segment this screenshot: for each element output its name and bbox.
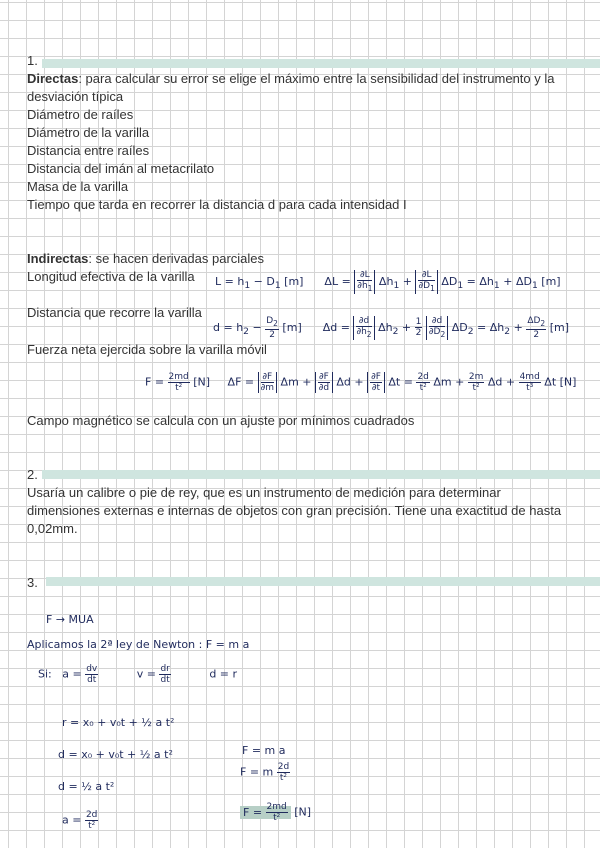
distance-equation: d = x₀ + v₀t + ½ a t² [58,748,173,761]
si-definitions: Si: a = $\frac{dv}{dt}$ v = $\frac{dr}{dt}$ d = r [38,664,238,685]
force-unit: [N] [294,805,312,819]
section-3-number: 3. [27,575,38,590]
section-1-highlight-bar [42,59,600,68]
si-label: Si: [38,667,52,681]
position-equation: r = x₀ + v₀t + ½ a t² [62,716,175,729]
campo-label: Campo magnético se calcula con un ajuste por mínimos cuadrados [27,413,415,428]
directas-item: Masa de la varilla [27,179,129,194]
directas-item: Distancia entre raíles [27,143,150,158]
directas-item: Tiempo que tarda en recorrer la distancia d para cada intensidad I [27,197,407,212]
directas-text: : para calcular su error se elige el máximo entre la sensibilidad del instrumento y la desviación típica [27,71,555,104]
f-mua-note: F → MUA [46,613,94,626]
section-2-text: Usaría un calibre o pie de rey, que es un instrumento de medición para determinar dimensiones externas e internas de objetos con gran precisión. Tiene una exactitud de hasta 0,02mm. [27,485,562,536]
indirectas-label: Indirectas [27,251,89,266]
directas-paragraph [27,70,572,106]
indirectas-paragraph [27,250,264,268]
directas-item: Diámetro de raíles [27,107,134,122]
force-substitution: F = m $\frac{2d}{\text{t²}}$ [240,762,290,783]
fuerza-label: Fuerza neta ejercida sobre la varilla móvil [27,342,267,357]
directas-item: Distancia del imán al metacrilato [27,161,215,176]
indirectas-text: : se hacen derivadas parciales [88,251,265,266]
longitud-formula: $L = h_1 - D_1$ [m] ΔL = $\frac{\partial L}{\partial h_1}$ $\Delta h_1$ + $\frac{\partial L}{\partial D_1}$ $\Delta D_1 = \Delta h_1 + \Delta D_1$ [m] [215,270,561,293]
newton-law-line [27,638,249,651]
section-1-number: 1. [27,53,38,68]
fuerza-formula: F = $\frac{2md}{\text{t²}}$ [N] ΔF = $\frac{\partial F}{\partial m}$ Δm + $\frac{\partial F}{\partial d}$ Δd + $\frac{\partial F}{\partial t}$ Δt = $\frac{2d}{\text{t²}}$ Δm + $\frac{2m}{\text{t²}}$ Δd + $\frac{4md}{\text{t³}}$ Δt [N] [145,372,577,393]
acceleration-result: a = $\frac{2d}{\text{t²}}$ [62,810,98,831]
directas-label: Directas [27,71,79,86]
force-ma: F = m a [242,744,286,757]
section-2-highlight-bar [42,470,600,479]
section-3-highlight-bar [46,577,600,586]
distancia-label: Distancia que recorre la varilla [27,305,202,320]
distance-simplified: d = ½ a t² [58,780,115,793]
longitud-label: Longitud efectiva de la varilla [27,269,195,284]
directas-item: Diámetro de la varilla [27,125,150,140]
aplicamos-text: Aplicamos la 2ª ley de Newton : [27,638,203,651]
distancia-formula: $d = h_2$ − $\frac{D_2}{2}$ [m] Δd = $\frac{\partial d}{\partial h_2}$ $\Delta h_2$ + $\frac{1}{2}$ $\frac{\partial d}{\partial D_2}$ $\Delta D_2 = \Delta h_2$ + $\frac{\Delta D_2}{2}$ [m] [213,316,569,340]
section-2-number: 2. [27,467,38,482]
newton-equation: F = m a [205,638,250,651]
force-final-result: F = $\frac{2md}{\text{t²}}$ [N] [240,802,311,823]
